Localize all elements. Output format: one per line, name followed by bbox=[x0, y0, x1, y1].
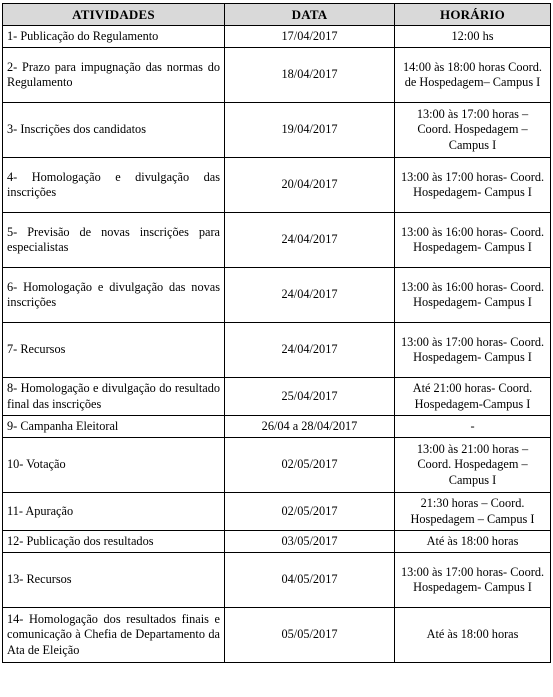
table-row bbox=[3, 213, 551, 268]
table-row bbox=[3, 531, 551, 553]
table-row bbox=[3, 323, 551, 378]
date-cell: 02/05/2017 bbox=[225, 438, 395, 493]
activity-cell: 2- Prazo para impugnação das normas do Regulamento bbox=[3, 48, 225, 103]
time-cell: 13:00 às 16:00 horas- Coord. Hospedagem- Campus I bbox=[395, 268, 551, 323]
activity-cell: 10- Votação bbox=[3, 438, 225, 493]
date-cell: 24/04/2017 bbox=[225, 323, 395, 378]
activity-cell: 11- Apuração bbox=[3, 493, 225, 531]
table-row bbox=[3, 48, 551, 103]
activity-cell: 12- Publicação dos resultados bbox=[3, 531, 225, 553]
table-row bbox=[3, 438, 551, 493]
table-row bbox=[3, 608, 551, 663]
table-row bbox=[3, 158, 551, 213]
activity-cell: 14- Homologação dos resultados finais e comunicação à Chefia de Departamento da Ata de Eleição bbox=[3, 608, 225, 663]
table-row bbox=[3, 553, 551, 608]
time-cell: Até às 18:00 horas bbox=[395, 608, 551, 663]
activity-cell: 13- Recursos bbox=[3, 553, 225, 608]
date-cell: 25/04/2017 bbox=[225, 378, 395, 416]
time-cell: Até às 18:00 horas bbox=[395, 531, 551, 553]
date-cell: 26/04 a 28/04/2017 bbox=[225, 416, 395, 438]
date-cell: 04/05/2017 bbox=[225, 553, 395, 608]
date-cell: 05/05/2017 bbox=[225, 608, 395, 663]
table-row bbox=[3, 26, 551, 48]
time-cell: - bbox=[395, 416, 551, 438]
activity-cell: 8- Homologação e divulgação do resultado final das inscrições bbox=[3, 378, 225, 416]
schedule-table bbox=[2, 3, 551, 663]
header-activities: ATIVIDADES bbox=[3, 4, 225, 26]
date-cell: 03/05/2017 bbox=[225, 531, 395, 553]
time-cell: 13:00 às 17:00 horas- Coord. Hospedagem- Campus I bbox=[395, 158, 551, 213]
time-cell: 21:30 horas – Coord. Hospedagem – Campus I bbox=[395, 493, 551, 531]
date-cell: 20/04/2017 bbox=[225, 158, 395, 213]
header-date: DATA bbox=[225, 4, 395, 26]
activity-cell: 6- Homologação e divulgação das novas inscrições bbox=[3, 268, 225, 323]
activity-cell: 1- Publicação do Regulamento bbox=[3, 26, 225, 48]
time-cell: 14:00 às 18:00 horas Coord. de Hospedagem– Campus I bbox=[395, 48, 551, 103]
header-row bbox=[3, 4, 551, 26]
date-cell: 24/04/2017 bbox=[225, 268, 395, 323]
activity-cell: 7- Recursos bbox=[3, 323, 225, 378]
header-time: HORÁRIO bbox=[395, 4, 551, 26]
time-cell: Até 21:00 horas- Coord. Hospedagem-Campus I bbox=[395, 378, 551, 416]
date-cell: 24/04/2017 bbox=[225, 213, 395, 268]
time-cell: 13:00 às 17:00 horas – Coord. Hospedagem – Campus I bbox=[395, 103, 551, 158]
date-cell: 19/04/2017 bbox=[225, 103, 395, 158]
table-row bbox=[3, 103, 551, 158]
time-cell: 13:00 às 17:00 horas- Coord. Hospedagem- Campus I bbox=[395, 553, 551, 608]
table-row bbox=[3, 493, 551, 531]
date-cell: 02/05/2017 bbox=[225, 493, 395, 531]
time-cell: 13:00 às 21:00 horas – Coord. Hospedagem – Campus I bbox=[395, 438, 551, 493]
time-cell: 13:00 às 16:00 horas- Coord. Hospedagem- Campus I bbox=[395, 213, 551, 268]
activity-cell: 5- Previsão de novas inscrições para especialistas bbox=[3, 213, 225, 268]
activity-cell: 3- Inscrições dos candidatos bbox=[3, 103, 225, 158]
time-cell: 13:00 às 17:00 horas- Coord. Hospedagem- Campus I bbox=[395, 323, 551, 378]
activity-cell: 4- Homologação e divulgação das inscrições bbox=[3, 158, 225, 213]
activity-cell: 9- Campanha Eleitoral bbox=[3, 416, 225, 438]
table-row bbox=[3, 268, 551, 323]
date-cell: 18/04/2017 bbox=[225, 48, 395, 103]
table-row bbox=[3, 378, 551, 416]
table-row bbox=[3, 416, 551, 438]
time-cell: 12:00 hs bbox=[395, 26, 551, 48]
date-cell: 17/04/2017 bbox=[225, 26, 395, 48]
